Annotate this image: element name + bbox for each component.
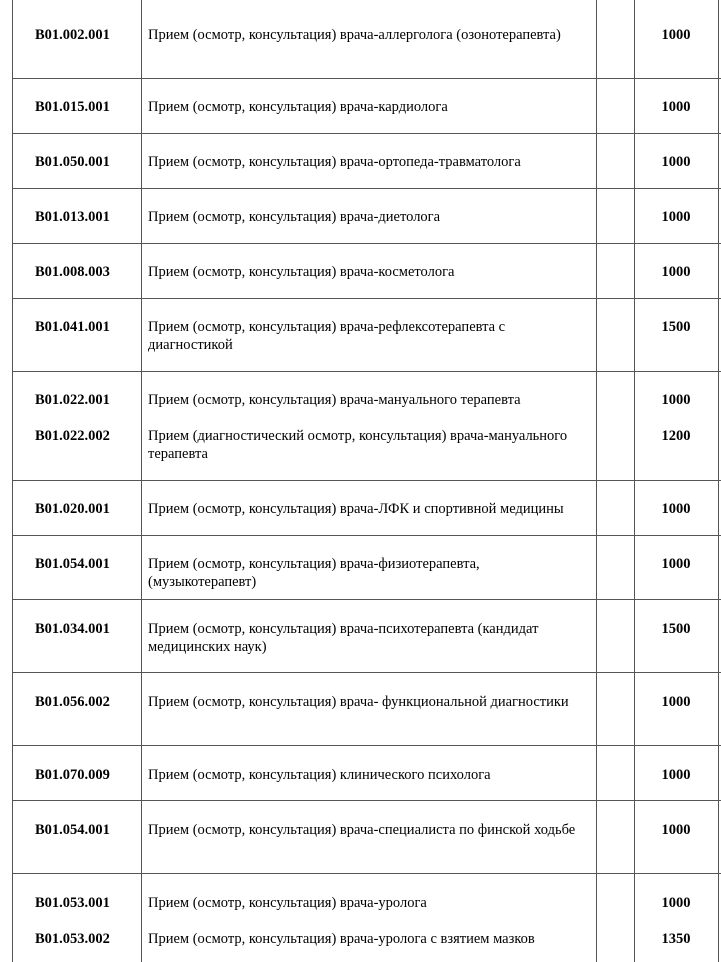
service-price: 1000 <box>661 895 691 911</box>
table-row <box>12 79 721 134</box>
table-row <box>12 673 721 746</box>
service-description: Прием (диагностический осмотр, консультация) врача-мануального терапевта <box>148 428 568 462</box>
service-price: 1500 <box>661 319 691 335</box>
service-code: B01.022.001 <box>35 392 110 408</box>
service-description: Прием (осмотр, консультация) врача-ЛФК и спортивной медицины <box>148 501 564 517</box>
service-code: B01.020.001 <box>35 501 110 517</box>
service-code: B01.053.001 <box>35 895 110 911</box>
service-description: Прием (осмотр, консультация) врача-физиотерапевта, (музыкотерапевт) <box>148 556 480 590</box>
table-row <box>12 134 721 189</box>
service-description: Прием (осмотр, консультация) врача-мануального терапевта <box>148 392 521 408</box>
price-table <box>12 0 721 962</box>
service-description: Прием (осмотр, консультация) врача- функциональной диагностики <box>148 694 569 710</box>
service-code: B01.034.001 <box>35 621 110 637</box>
table-row <box>12 801 721 874</box>
service-price: 1000 <box>661 154 691 170</box>
service-price: 1000 <box>661 27 691 43</box>
service-price: 1350 <box>661 931 691 947</box>
service-code: B01.070.009 <box>35 767 110 783</box>
table-row <box>12 746 721 801</box>
service-price: 1000 <box>661 264 691 280</box>
service-description: Прием (осмотр, консультация) врача-психотерапевта (кандидат медицинских наук) <box>148 621 539 655</box>
service-code: B01.008.003 <box>35 264 110 280</box>
service-description: Прием (осмотр, консультация) врача-кардиолога <box>148 99 448 115</box>
service-description: Прием (осмотр, консультация) врача-диетолога <box>148 209 441 225</box>
service-code: B01.041.001 <box>35 319 110 335</box>
service-code: B01.002.001 <box>35 27 110 43</box>
table-row <box>12 600 721 673</box>
table-row <box>12 536 721 600</box>
service-code: B01.054.001 <box>35 822 110 838</box>
table-row <box>12 372 721 481</box>
service-description: Прием (осмотр, консультация) врача-специалиста по финской ходьбе <box>148 822 576 838</box>
table-row <box>12 299 721 372</box>
service-code: B01.053.002 <box>35 931 110 947</box>
service-code: B01.015.001 <box>35 99 110 115</box>
service-description: Прием (осмотр, консультация) врача-уролога <box>148 895 427 911</box>
service-description: Прием (осмотр, консультация) врача-косметолога <box>148 264 455 280</box>
service-description: Прием (осмотр, консультация) врача-ортопеда-травматолога <box>148 154 521 170</box>
service-price: 1000 <box>661 209 691 225</box>
table-row <box>12 481 721 536</box>
service-price: 1000 <box>661 392 691 408</box>
service-code: B01.013.001 <box>35 209 110 225</box>
service-price: 1500 <box>661 621 691 637</box>
service-description: Прием (осмотр, консультация) врача-рефлексотерапевта с диагностикой <box>148 319 506 353</box>
service-description: Прием (осмотр, консультация) врача-аллерголога (озонотерапевта) <box>148 27 561 43</box>
service-description: Прием (осмотр, консультация) клинического психолога <box>148 767 491 783</box>
service-code: B01.022.002 <box>35 428 110 444</box>
service-price: 1000 <box>661 767 691 783</box>
service-price: 1000 <box>661 501 691 517</box>
service-code: B01.054.001 <box>35 556 110 572</box>
table-row <box>12 0 721 79</box>
service-price: 1000 <box>661 822 691 838</box>
service-price: 1200 <box>661 428 691 444</box>
service-code: B01.056.002 <box>35 694 110 710</box>
table-row <box>12 244 721 299</box>
service-price: 1000 <box>661 556 691 572</box>
service-description: Прием (осмотр, консультация) врача-уролога с взятием мазков <box>148 931 535 947</box>
table-row <box>12 874 721 962</box>
service-code: B01.050.001 <box>35 154 110 170</box>
table-row <box>12 189 721 244</box>
service-price: 1000 <box>661 99 691 115</box>
service-price: 1000 <box>661 694 691 710</box>
